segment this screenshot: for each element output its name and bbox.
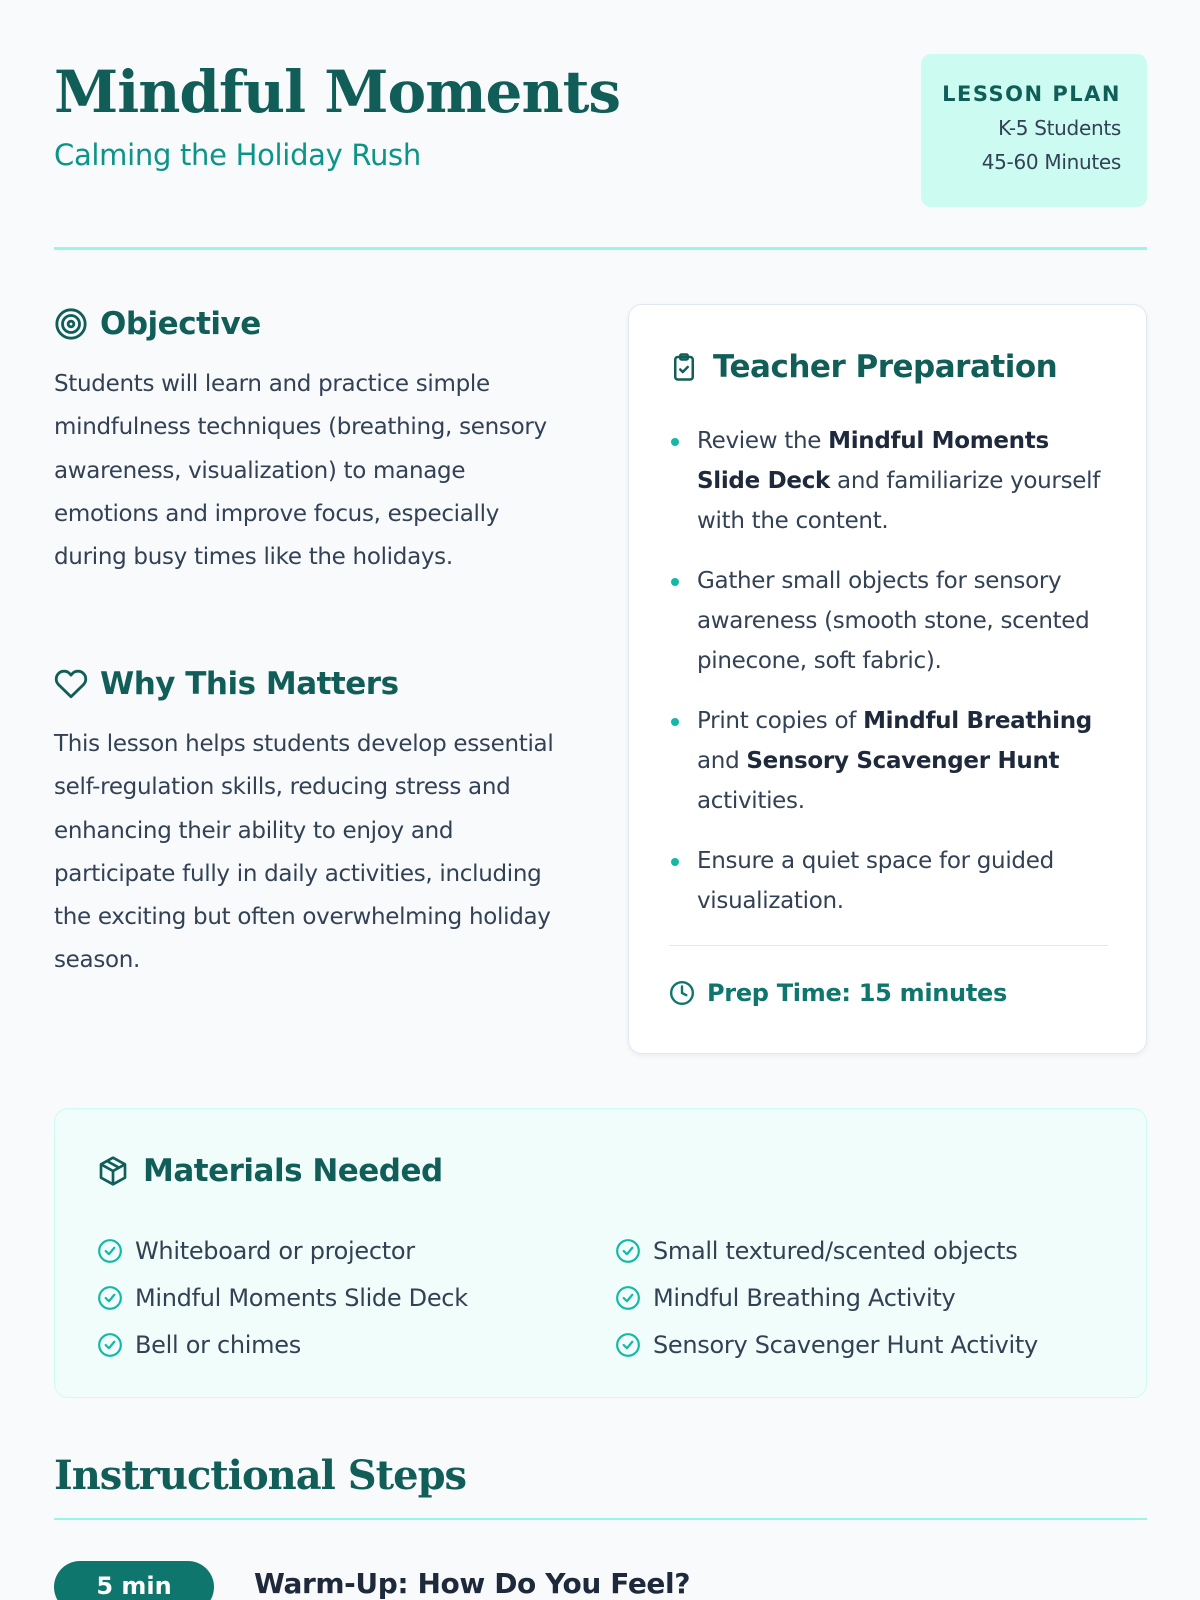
prep-heading: Teacher Preparation [713, 349, 1058, 385]
objective-header [54, 306, 261, 342]
materials-panel [54, 1108, 1147, 1398]
teacher-preparation-card [628, 304, 1147, 1054]
steps-heading: Instructional Steps [54, 1452, 467, 1499]
card-divider [669, 945, 1108, 946]
check-circle-icon [615, 1285, 641, 1311]
material-item: Whiteboard or projector [97, 1227, 468, 1274]
materials-heading: Materials Needed [143, 1153, 443, 1189]
heart-icon [54, 667, 88, 701]
lesson-plan-badge [921, 54, 1147, 207]
check-circle-icon [97, 1332, 123, 1358]
prep-item: Print copies of Mindful Breathing and Sensory Scavenger Hunt activities. [669, 701, 1109, 821]
page-header [54, 54, 1147, 250]
why-text: This lesson helps students develop essential self-regulation skills, reducing stress and enhancing their ability to enjoy and participate fully in daily activities, including the exciting but often overwhelming holiday season. [54, 731, 554, 974]
steps-divider [54, 1518, 1147, 1520]
page-subtitle: Calming the Holiday Rush [54, 138, 421, 172]
objective-heading: Objective [100, 306, 261, 342]
prep-item: Review the Mindful Moments Slide Deck and familiarize yourself with the content. [669, 421, 1109, 541]
why-heading: Why This Matters [100, 666, 399, 702]
material-item: Bell or chimes [97, 1321, 468, 1368]
clipboard-check-icon [669, 350, 699, 384]
package-icon [97, 1155, 129, 1187]
page-title: Mindful Moments [54, 58, 621, 126]
objective-text: Students will learn and practice simple mindfulness techniques (breathing, sensory awareness, visualization) to manage emotions and improve focus, especially during busy times like the holidays. [54, 371, 547, 571]
check-circle-icon [615, 1238, 641, 1264]
materials-header [97, 1153, 443, 1189]
check-circle-icon [615, 1332, 641, 1358]
check-circle-icon [97, 1238, 123, 1264]
target-icon [54, 307, 88, 341]
prep-list [669, 421, 1109, 941]
step-duration-badge: 5 min [54, 1561, 214, 1600]
material-item: Mindful Moments Slide Deck [97, 1274, 468, 1321]
why-header [54, 666, 399, 702]
badge-label: LESSON PLAN [942, 82, 1121, 106]
step-title: Warm-Up: How Do You Feel? [254, 1567, 691, 1600]
material-item: Sensory Scavenger Hunt Activity [615, 1321, 1038, 1368]
materials-list-right [615, 1227, 1038, 1368]
badge-grade: K-5 Students [998, 116, 1121, 140]
prep-item: Ensure a quiet space for guided visualization. [669, 841, 1109, 921]
badge-duration: 45-60 Minutes [981, 150, 1121, 174]
clock-icon [669, 980, 695, 1006]
material-item: Mindful Breathing Activity [615, 1274, 1038, 1321]
prep-item: Gather small objects for sensory awareness (smooth stone, scented pinecone, soft fabric). [669, 561, 1109, 681]
materials-list-left [97, 1227, 468, 1368]
material-item: Small textured/scented objects [615, 1227, 1038, 1274]
prep-header [669, 349, 1057, 385]
check-circle-icon [97, 1285, 123, 1311]
prep-time [669, 979, 1007, 1007]
prep-time-label: Prep Time: 15 minutes [707, 979, 1007, 1007]
